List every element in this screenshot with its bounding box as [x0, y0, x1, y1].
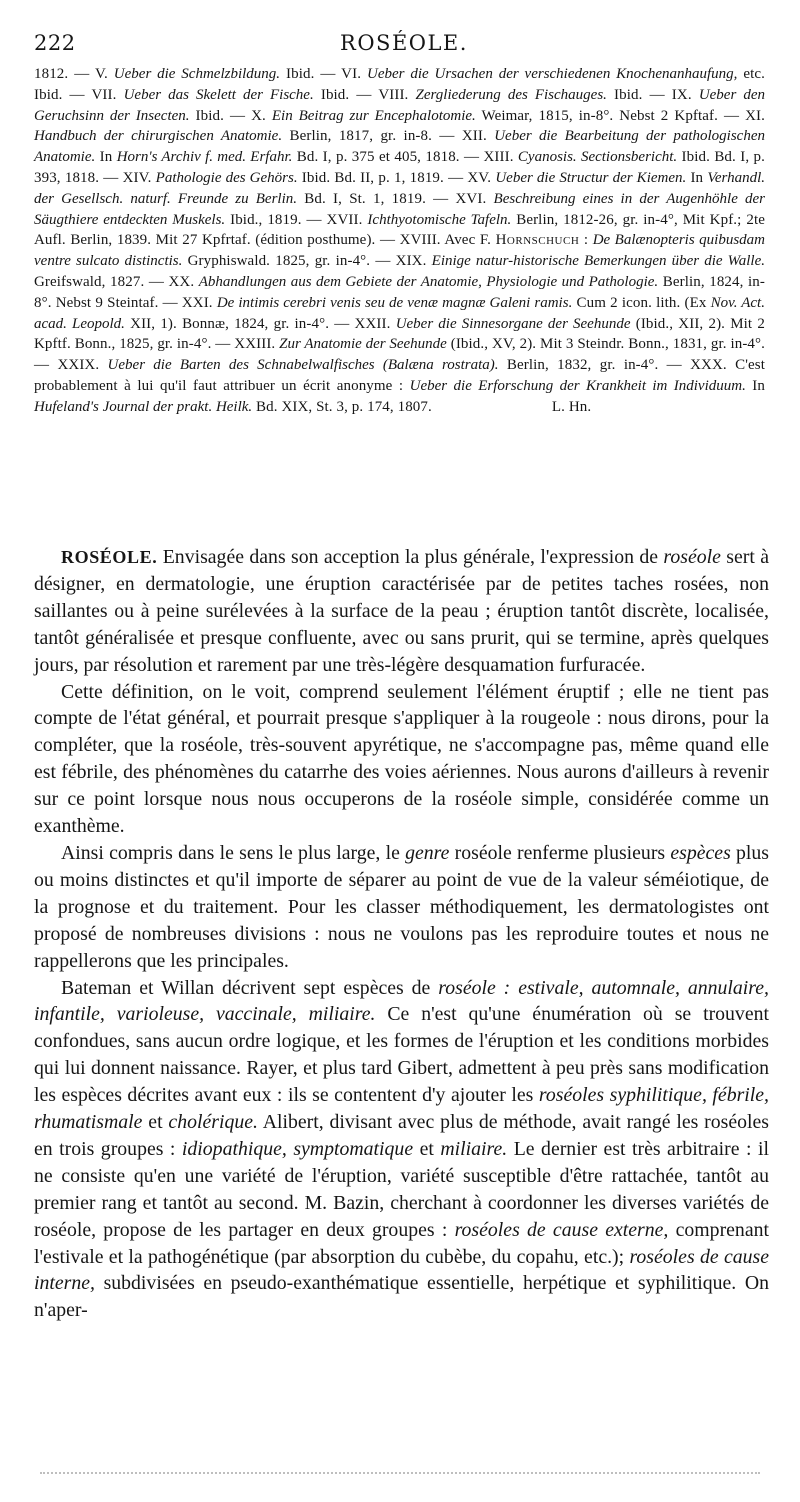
paragraph-text: Bateman et Willan décrivent sept espèces de	[61, 976, 439, 999]
bib-title: De intimis cerebri venis seu de venæ magnæ Galeni ramis.	[216, 294, 573, 311]
bib-text: Ibid. Bd. II, p. 1, 1819. — XV.	[297, 169, 496, 186]
bib-text: In	[95, 149, 117, 166]
bib-text: (Ibid., XV, 2). Mit 3 Steindr. Bonn., 1831, gr. in-4°. — XXIX.	[34, 336, 765, 374]
paragraph-4	[34, 975, 769, 1325]
article-body	[34, 544, 769, 1324]
bib-text: Gryphiswald. 1825, gr. in-4°. — XIX.	[182, 253, 432, 270]
bib-text: Ibid. — VIII.	[313, 86, 416, 103]
bib-text: 1812. — V.	[34, 66, 114, 82]
paragraph-italic: roséole	[663, 546, 721, 568]
bib-text: :	[579, 232, 593, 249]
bibliography-block	[34, 64, 765, 418]
bib-text: In	[745, 377, 766, 394]
paragraph-italic: cholérique.	[168, 1111, 258, 1134]
running-head: ROSÉOLE.	[340, 31, 468, 55]
bib-title: Ueber die Barten des Schnabelwalfisches (Balæna rostrata).	[107, 357, 499, 374]
bib-title: Ueber die Structur der Kiemen.	[495, 169, 687, 186]
paragraph-text: Alibert, divisant avec plus de méthode, avait rangé les roséoles en trois groupes :	[34, 1111, 770, 1160]
paragraph-italic: roséole : estivale, automnale, annulaire, infantile, varioleuse, vaccinale, miliaire.	[34, 976, 769, 1026]
paragraph-italic: roséoles de cause interne,	[34, 1245, 770, 1295]
bib-text: Cum 2 icon. lith. (Ex	[572, 294, 711, 311]
bib-text: Bd. I, p. 375 et 405, 1818. — XIII.	[292, 149, 518, 166]
bib-text: Greifswald, 1827. — XX.	[34, 273, 199, 290]
bib-title: Hufeland's Journal der prakt. Heilk.	[34, 398, 253, 415]
paragraph-1	[34, 544, 769, 679]
entry-heading: ROSÉOLE.	[61, 547, 158, 567]
bib-title: Nov. Act. acad. Leopold.	[34, 294, 765, 332]
bib-title: Cyanosis. Sectionsbericht.	[517, 149, 678, 166]
paragraph-text: subdivisées en pseudo-exanthématique essentielle, herpétique et syphilitique. On n'aper-	[34, 1272, 769, 1322]
bib-title: Beschreibung eines in der Augenhöhle der Säugthiere entdeckten Muskels.	[34, 190, 765, 228]
bib-author: Hornschuch	[495, 232, 580, 249]
bottom-scan-dots	[40, 1472, 760, 1476]
paragraph-text: Ainsi compris dans le sens le plus large, le	[61, 841, 406, 864]
bib-text: Berlin, 1824, in-8°. Nebst 9 Steintaf. — XXI.	[34, 273, 765, 311]
paragraph-italic: genre	[405, 841, 450, 864]
bib-title: Ueber die Ursachen der verschiedenen Knochenanhaufung,	[367, 66, 738, 82]
bib-text: Weimar, 1815, in-8°. Nebst 2 Kpftaf. — XI.	[475, 107, 765, 124]
paragraph-text: Ce n'est qu'une énumération où se trouvent confondues, sans aucun ordre logique, et les formes de l'éruption et les conditions morbides qui lui donnent naissance. Rayer, et plus tard Gibert, admettent à peu près sans modification les espèces décrites avant eux : ils se contentent d'y ajouter les	[34, 1003, 769, 1107]
paragraph-text: roséole renferme plusieurs	[449, 841, 671, 864]
page-number: 222	[34, 31, 76, 55]
paragraph-text: sert à désigner, en dermatologie, une éruption caractérisée par de petites taches rosées, non saillantes ou à peine surélevées à la surface de la peau ; éruption tantôt discrète, localisée, tantôt généralisée et presque confluente, avec ou sans prurit, qui se termine, après quelques jours, par résolution et rarement par une très-légère desquamation furfuracée.	[34, 546, 769, 676]
bib-title: Ueber das Skelett der Fische.	[123, 86, 314, 103]
bib-title: De Balænopteris quibusdam ventre sulcato distinctis.	[34, 232, 765, 270]
paragraph-italic: roséoles de cause externe,	[454, 1218, 669, 1241]
bib-text: Berlin, 1832, gr. in-4°. — XXX. C'est probablement à lui qu'il faut attribuer un écrit anonyme :	[34, 357, 765, 394]
author-signature: L. Hn.	[551, 398, 592, 415]
bib-text: In	[686, 169, 708, 186]
bib-title: Ein Beitrag zur Encephalotomie.	[271, 107, 476, 124]
paragraph-italic: miliaire.	[440, 1137, 508, 1160]
bib-text: Ibid., 1819. — XVII.	[225, 211, 368, 228]
page-header	[34, 29, 774, 61]
bib-title: Horn's Archiv f. med. Erfahr.	[116, 149, 293, 166]
paragraph-3	[34, 840, 769, 975]
paragraph-text: Cette définition, on le voit, comprend seulement l'élément éruptif ; elle ne tient pas compte de l'état général, et pourrait presque s'appliquer à la rougeole : nous dirons, pour la compléter, que la roséole, très-souvent apyrétique, ne s'accompagne pas, même quand elle est fébrile, des phénomènes du catarrhe des voies aériennes. Nous aurons d'ailleurs à revenir sur ce point lorsque nous nous occuperons de la roséole simple, considérée comme un exanthème.	[34, 680, 769, 838]
paragraph-2	[34, 679, 769, 840]
paragraph-text: Le dernier est très arbitraire : il ne consiste qu'en une variété de l'éruption, variété susceptible d'être rattachée, tantôt au premier rang et tantôt au second. M. Bazin, cherchant à coordonner les diverses variétés de roséole, propose de les partager en deux groupes :	[34, 1137, 769, 1241]
bib-title: Zur Anatomie der Seehunde	[279, 336, 447, 353]
bib-text: Ibid. — VI.	[280, 66, 367, 82]
bib-title: Zergliederung des Fischauges.	[415, 86, 607, 103]
bib-text: Bd. I, St. 1, 1819. — XVI.	[297, 190, 494, 207]
bib-title: Ueber die Sinnesorgane der Seehunde	[395, 315, 631, 332]
bib-title: Pathologie des Gehörs.	[155, 169, 298, 186]
bib-text: (Ibid., XII, 2). Mit 2 Kpftf. Bonn., 1825, gr. in-4°. — XXIII.	[34, 315, 766, 353]
bib-title: Handbuch der chirurgischen Anatomie.	[34, 128, 283, 145]
bib-text: Ibid. Bd. I, p. 393, 1818. — XIV.	[34, 149, 766, 186]
bib-title: Ueber die Schmelzbildung.	[113, 66, 281, 82]
bib-text: Ibid. — IX.	[606, 86, 699, 103]
paragraph-text: et	[413, 1137, 441, 1160]
bib-title: Ueber die Bearbeitung der pathologischen Anatomie.	[34, 128, 765, 166]
bib-title: Verhandl. der Gesellsch. naturf. Freunde zu Berlin.	[34, 169, 766, 207]
paragraph-text: plus ou moins distinctes et qu'il importe de séparer au point de vue de la valeur séméiotique, de la prognose et du traitement. Pour les classer méthodiquement, les dermatologistes ont proposé de nombreuses divisions : nous ne voulons pas les reproduire toutes et nous ne rappellerons que les principales.	[34, 841, 769, 972]
paragraph-text: Envisagée dans son acception la plus générale, l'expression de	[157, 546, 664, 568]
bib-text: Berlin, 1812-26, gr. in-4°, Mit Kpf.; 2te Aufl. Berlin, 1839. Mit 27 Kpfrtaf. (édition posthume). — XVIII. Avec F.	[34, 211, 765, 249]
bib-title: Einige natur-historische Bemerkungen über die Walle.	[431, 253, 766, 270]
bib-text: Bd. XIX, St. 3, p. 174, 1807.	[252, 398, 432, 415]
bib-text: Ibid. — X.	[189, 107, 272, 124]
bib-text: XII, 1). Bonnæ, 1824, gr. in-4°. — XXII.	[124, 315, 396, 332]
paragraph-text: comprenant l'estivale et la pathogénétique (par absorption du cubèbe, du copahu, etc.);	[34, 1218, 769, 1268]
bib-text: etc. Ibid. — VII.	[34, 66, 766, 103]
bib-text: Berlin, 1817, gr. in-8. — XII.	[282, 128, 495, 145]
paragraph-italic: roséoles syphilitique, fébrile, rhumatismale	[34, 1084, 770, 1134]
bib-title: Ichthyotomische Tafeln.	[367, 211, 512, 228]
bib-title: Ueber den Geruchsinn der Insecten.	[34, 86, 765, 124]
paragraph-text: et	[142, 1111, 169, 1134]
bib-title: Ueber die Erforschung der Krankheit im Individuum.	[409, 377, 746, 394]
bib-title: Abhandlungen aus dem Gebiete der Anatomie, Physiologie und Pathologie.	[198, 273, 659, 290]
paragraph-italic: idiopathique, symptomatique	[181, 1137, 414, 1160]
paragraph-italic: espèces	[670, 841, 731, 864]
